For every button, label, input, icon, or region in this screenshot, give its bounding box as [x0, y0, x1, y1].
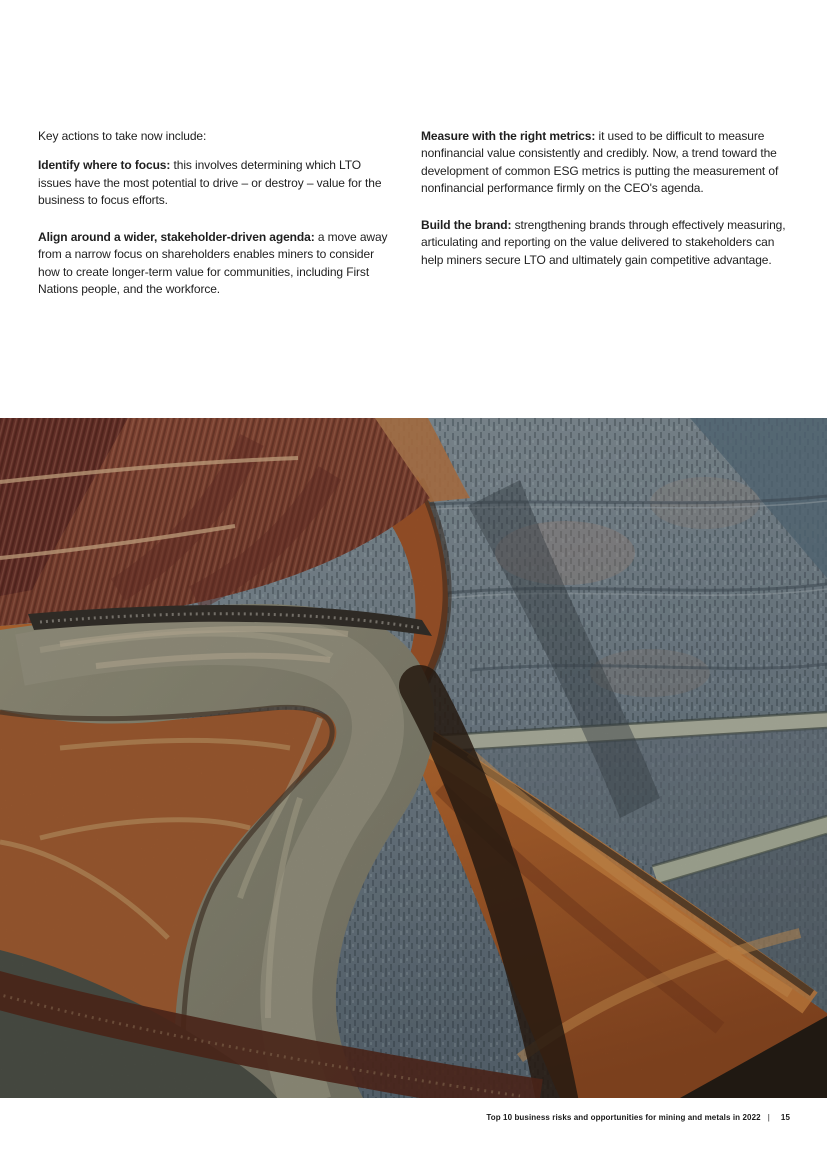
- paragraph-body: this involves determining which LTO issues have the most potential to drive – or destroy – value for the business to focus efforts.: [38, 158, 382, 207]
- paragraph-lead: Align around a wider, stakeholder-driven agenda:: [38, 230, 315, 245]
- page-footer: [486, 1113, 790, 1122]
- mine-photo: [0, 418, 827, 1098]
- paragraph-lead: Measure with the right metrics:: [421, 129, 596, 143]
- paragraph-body: strengthening brands through effectively measuring, articulating and reporting on the value delivered to stakeholders can help miners secure LTO and ultimately gain competitive advantage.: [421, 218, 786, 267]
- text-column-left: [38, 128, 394, 318]
- paragraph-lead: Build the brand:: [421, 218, 512, 233]
- paragraph-body: a move away from a narrow focus on shareholders enables miners to consider how to create longer-term value for communities, including First Nations people, and the workforce.: [38, 230, 388, 297]
- paragraph-brand: [421, 217, 793, 269]
- page-number: 15: [780, 1113, 790, 1122]
- paragraph-lead: Identify where to focus:: [38, 158, 171, 173]
- paragraph-measure: [421, 128, 793, 197]
- paragraph-align: [38, 229, 394, 298]
- footer-separator: |: [767, 1113, 770, 1122]
- intro-text: Key actions to take now include:: [38, 129, 207, 143]
- mine-photo-illustration: [0, 418, 827, 1098]
- footer-title: Top 10 business risks and opportunities for mining and metals in 2022: [486, 1113, 761, 1122]
- text-column-right: [421, 128, 793, 289]
- paragraph-identify: [38, 157, 394, 209]
- paragraph-body: it used to be difficult to measure nonfinancial value consistently and credibly. Now, a trend toward the development of common ESG metrics is putting the measurement of nonfinancial performance firmly on the CEO's agenda.: [421, 129, 779, 195]
